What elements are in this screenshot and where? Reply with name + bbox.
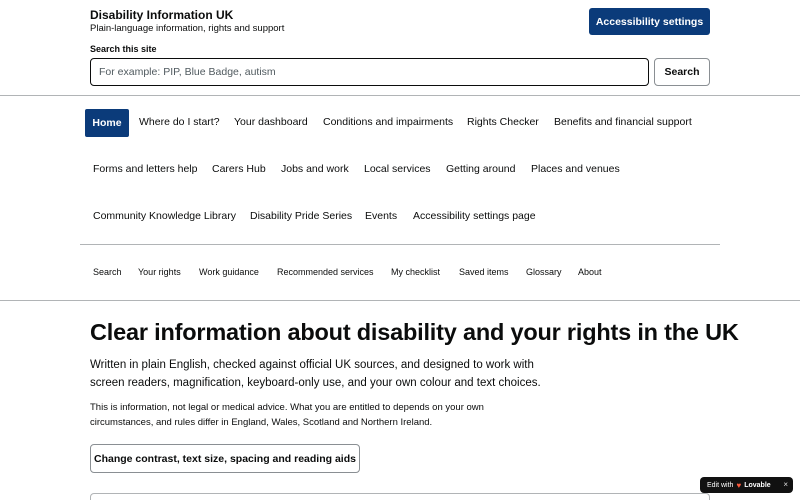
nav-item-your-dashboard[interactable]: Your dashboard <box>234 116 308 128</box>
nav-item-local-services[interactable]: Local services <box>364 163 431 175</box>
search-button[interactable]: Search <box>654 58 710 86</box>
nav-item-disability-pride[interactable]: Disability Pride Series <box>250 210 353 222</box>
nav-item-places-venues[interactable]: Places and venues <box>531 163 620 175</box>
subnav-item-my-checklist[interactable]: My checklist <box>391 267 441 277</box>
nav-item-community-library[interactable]: Community Knowledge Library <box>93 210 236 222</box>
heart-icon: ♥ <box>736 480 742 490</box>
content-card <box>90 493 710 500</box>
subnav-item-recommended-services[interactable]: Recommended services <box>277 267 374 277</box>
nav-item-home[interactable]: Home <box>85 109 129 137</box>
nav-item-benefits[interactable]: Benefits and financial support <box>554 116 692 128</box>
site-name[interactable]: Disability Information UK <box>90 8 234 22</box>
nav-item-carers-hub[interactable]: Carers Hub <box>212 163 266 175</box>
subnav-item-search[interactable]: Search <box>93 267 122 277</box>
nav-item-jobs-work[interactable]: Jobs and work <box>281 163 349 175</box>
nav-item-conditions[interactable]: Conditions and impairments <box>323 116 454 128</box>
close-icon[interactable]: × <box>783 480 788 489</box>
page-title: Clear information about disability and your rights in the UK <box>90 319 739 345</box>
subnav-item-glossary[interactable]: Glossary <box>526 267 562 277</box>
reading-aids-button[interactable]: Change contrast, text size, spacing and reading aids <box>90 444 360 473</box>
accessibility-settings-button[interactable]: Accessibility settings <box>589 8 710 35</box>
badge-edit-label: Edit with <box>707 481 734 489</box>
subnav-item-saved-items[interactable]: Saved items <box>459 267 509 277</box>
nav-item-events[interactable]: Events <box>365 210 398 222</box>
nav-item-forms-letters[interactable]: Forms and letters help <box>93 163 198 175</box>
nav-item-where-do-i-start[interactable]: Where do I start? <box>139 116 220 128</box>
site-header <box>0 0 800 96</box>
badge-brand: Lovable <box>744 481 771 489</box>
subnav-item-your-rights[interactable]: Your rights <box>138 267 181 277</box>
header-divider <box>0 300 800 301</box>
nav-item-getting-around[interactable]: Getting around <box>446 163 516 175</box>
search-label: Search this site <box>90 44 157 54</box>
nav-item-accessibility-page[interactable]: Accessibility settings page <box>413 210 536 222</box>
site-tagline: Plain-language information, rights and support <box>90 23 285 34</box>
subnav-item-work-guidance[interactable]: Work guidance <box>199 267 259 277</box>
hero-disclaimer: This is information, not legal or medical advice. What you are entitled to depends on your own circumstances, and rules differ in England, Wales, Scotland and Northern Ireland. <box>90 402 484 428</box>
nav-item-rights-checker[interactable]: Rights Checker <box>467 116 539 128</box>
edit-with-lovable-badge[interactable] <box>700 477 793 493</box>
nav-divider <box>80 244 720 245</box>
subnav-item-about[interactable]: About <box>578 267 602 277</box>
search-input[interactable]: For example: PIP, Blue Badge, autism <box>90 58 649 86</box>
hero-lead: Written in plain English, checked against official UK sources, and designed to work with screen readers, magnification, keyboard-only use, and your own colour and text choices. <box>90 359 541 389</box>
